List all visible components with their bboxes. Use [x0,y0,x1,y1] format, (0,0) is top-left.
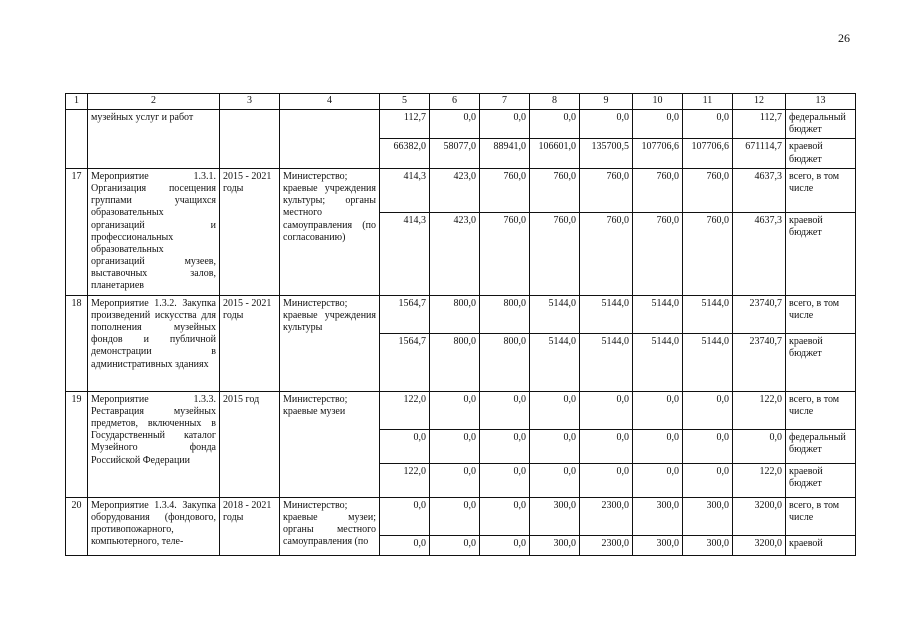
funding-source: краевой [786,535,856,555]
value-cell: 0,0 [480,463,530,497]
activity-name: музейных услуг и работ [88,110,220,169]
value-cell: 3200,0 [733,535,786,555]
value-cell: 300,0 [683,497,733,535]
header-cell: 12 [733,94,786,110]
value-cell: 414,3 [380,212,430,295]
value-cell: 122,0 [733,391,786,429]
value-cell: 760,0 [683,168,733,212]
value-cell: 135700,5 [580,139,633,168]
value-cell: 0,0 [683,429,733,463]
activity-name: Мероприятие 1.3.4. Закупка оборудования (фондового, противопожарного, компьютерного, теле- [88,497,220,555]
funding-source: краевой бюджет [786,139,856,168]
value-cell: 0,0 [580,429,633,463]
value-cell: 0,0 [480,497,530,535]
activity-name: Мероприятие 1.3.3. Реставрация музейных предметов, включенных в Государственный каталог Музейного фонда Российской Федерации [88,391,220,497]
funding-source: краевой бюджет [786,463,856,497]
table-row [66,497,856,535]
value-cell: 4637,3 [733,212,786,295]
row-number: 19 [66,391,88,497]
row-number: 17 [66,168,88,295]
funding-source: всего, в том числе [786,295,856,333]
value-cell: 0,0 [683,110,733,139]
period-cell: 2018 - 2021 годы [220,497,280,555]
executor-cell: Министерство; краевые учреждения культуры; органы местного самоуправления (по согласованию) [280,168,380,295]
value-cell: 5144,0 [530,333,580,391]
value-cell: 122,0 [380,463,430,497]
value-cell: 0,0 [683,391,733,429]
value-cell: 112,7 [380,110,430,139]
value-cell: 0,0 [480,110,530,139]
value-cell: 58077,0 [430,139,480,168]
value-cell: 0,0 [633,429,683,463]
funding-source: федеральный бюджет [786,110,856,139]
value-cell: 414,3 [380,168,430,212]
table-row [66,168,856,212]
value-cell: 760,0 [580,212,633,295]
value-cell: 0,0 [430,463,480,497]
value-cell: 0,0 [580,110,633,139]
executor-cell [280,110,380,169]
header-cell: 11 [683,94,733,110]
value-cell: 5144,0 [530,295,580,333]
header-cell: 4 [280,94,380,110]
value-cell: 0,0 [430,497,480,535]
funding-source: краевой бюджет [786,333,856,391]
table-body [66,110,856,556]
value-cell: 107706,6 [633,139,683,168]
value-cell: 0,0 [580,391,633,429]
header-cell: 2 [88,94,220,110]
value-cell: 2300,0 [580,497,633,535]
period-cell: 2015 - 2021 годы [220,295,280,391]
value-cell: 760,0 [480,212,530,295]
value-cell: 88941,0 [480,139,530,168]
value-cell: 66382,0 [380,139,430,168]
value-cell: 112,7 [733,110,786,139]
value-cell: 2300,0 [580,535,633,555]
value-cell: 0,0 [430,535,480,555]
value-cell: 1564,7 [380,333,430,391]
header-cell: 9 [580,94,633,110]
column-header [66,94,856,110]
value-cell: 0,0 [380,429,430,463]
funding-source: всего, в том числе [786,497,856,535]
executor-cell: Министерство; краевые учреждения культуры [280,295,380,391]
value-cell: 0,0 [480,429,530,463]
funding-source: всего, в том числе [786,391,856,429]
value-cell: 0,0 [430,110,480,139]
value-cell: 3200,0 [733,497,786,535]
value-cell: 4637,3 [733,168,786,212]
value-cell: 0,0 [683,463,733,497]
value-cell: 423,0 [430,212,480,295]
value-cell: 0,0 [430,429,480,463]
value-cell: 760,0 [683,212,733,295]
value-cell: 0,0 [530,110,580,139]
value-cell: 300,0 [633,535,683,555]
funding-source: федеральный бюджет [786,429,856,463]
header-cell: 1 [66,94,88,110]
value-cell: 23740,7 [733,295,786,333]
value-cell: 107706,6 [683,139,733,168]
row-number: 18 [66,295,88,391]
period-cell [220,110,280,169]
header-cell: 8 [530,94,580,110]
value-cell: 0,0 [633,463,683,497]
value-cell: 760,0 [580,168,633,212]
period-cell: 2015 - 2021 годы [220,168,280,295]
value-cell: 23740,7 [733,333,786,391]
value-cell: 0,0 [380,497,430,535]
value-cell: 5144,0 [633,295,683,333]
header-cell: 7 [480,94,530,110]
value-cell: 300,0 [633,497,683,535]
value-cell: 300,0 [683,535,733,555]
value-cell: 1564,7 [380,295,430,333]
value-cell: 800,0 [480,333,530,391]
value-cell: 760,0 [633,168,683,212]
header-cell: 13 [786,94,856,110]
period-cell: 2015 год [220,391,280,497]
value-cell: 0,0 [480,391,530,429]
executor-cell: Министерство; краевые музеи; органы местного самоуправления (по [280,497,380,555]
row-number [66,110,88,169]
activity-name: Мероприятие 1.3.1. Организация посещения группами учащихся образовательных организаций и профессиональных образовательных организаций музеев, выставочных залов, планетариев [88,168,220,295]
value-cell: 5144,0 [580,333,633,391]
header-row [66,94,856,110]
value-cell: 0,0 [580,463,633,497]
table-row [66,295,856,333]
financing-table [65,93,856,556]
header-cell: 5 [380,94,430,110]
value-cell: 800,0 [430,295,480,333]
value-cell: 760,0 [633,212,683,295]
value-cell: 760,0 [530,212,580,295]
value-cell: 0,0 [530,463,580,497]
value-cell: 5144,0 [633,333,683,391]
value-cell: 800,0 [480,295,530,333]
value-cell: 106601,0 [530,139,580,168]
activity-name: Мероприятие 1.3.2. Закупка произведений искусства для пополнения музейных фондов и публичной демонстрации в административных зданиях [88,295,220,391]
value-cell: 122,0 [380,391,430,429]
value-cell: 5144,0 [683,333,733,391]
value-cell: 5144,0 [580,295,633,333]
value-cell: 800,0 [430,333,480,391]
value-cell: 0,0 [530,391,580,429]
value-cell: 760,0 [480,168,530,212]
value-cell: 300,0 [530,497,580,535]
value-cell: 0,0 [530,429,580,463]
value-cell: 760,0 [530,168,580,212]
value-cell: 423,0 [430,168,480,212]
value-cell: 5144,0 [683,295,733,333]
table-row [66,110,856,139]
funding-source: краевой бюджет [786,212,856,295]
table-row [66,391,856,429]
value-cell: 300,0 [530,535,580,555]
header-cell: 3 [220,94,280,110]
executor-cell: Министерство; краевые музеи [280,391,380,497]
header-cell: 10 [633,94,683,110]
funding-source: всего, в том числе [786,168,856,212]
value-cell: 122,0 [733,463,786,497]
page-number: 26 [838,31,850,45]
header-cell: 6 [430,94,480,110]
value-cell: 671114,7 [733,139,786,168]
value-cell: 0,0 [380,535,430,555]
value-cell: 0,0 [633,391,683,429]
value-cell: 0,0 [480,535,530,555]
value-cell: 0,0 [633,110,683,139]
value-cell: 0,0 [733,429,786,463]
value-cell: 0,0 [430,391,480,429]
row-number: 20 [66,497,88,555]
